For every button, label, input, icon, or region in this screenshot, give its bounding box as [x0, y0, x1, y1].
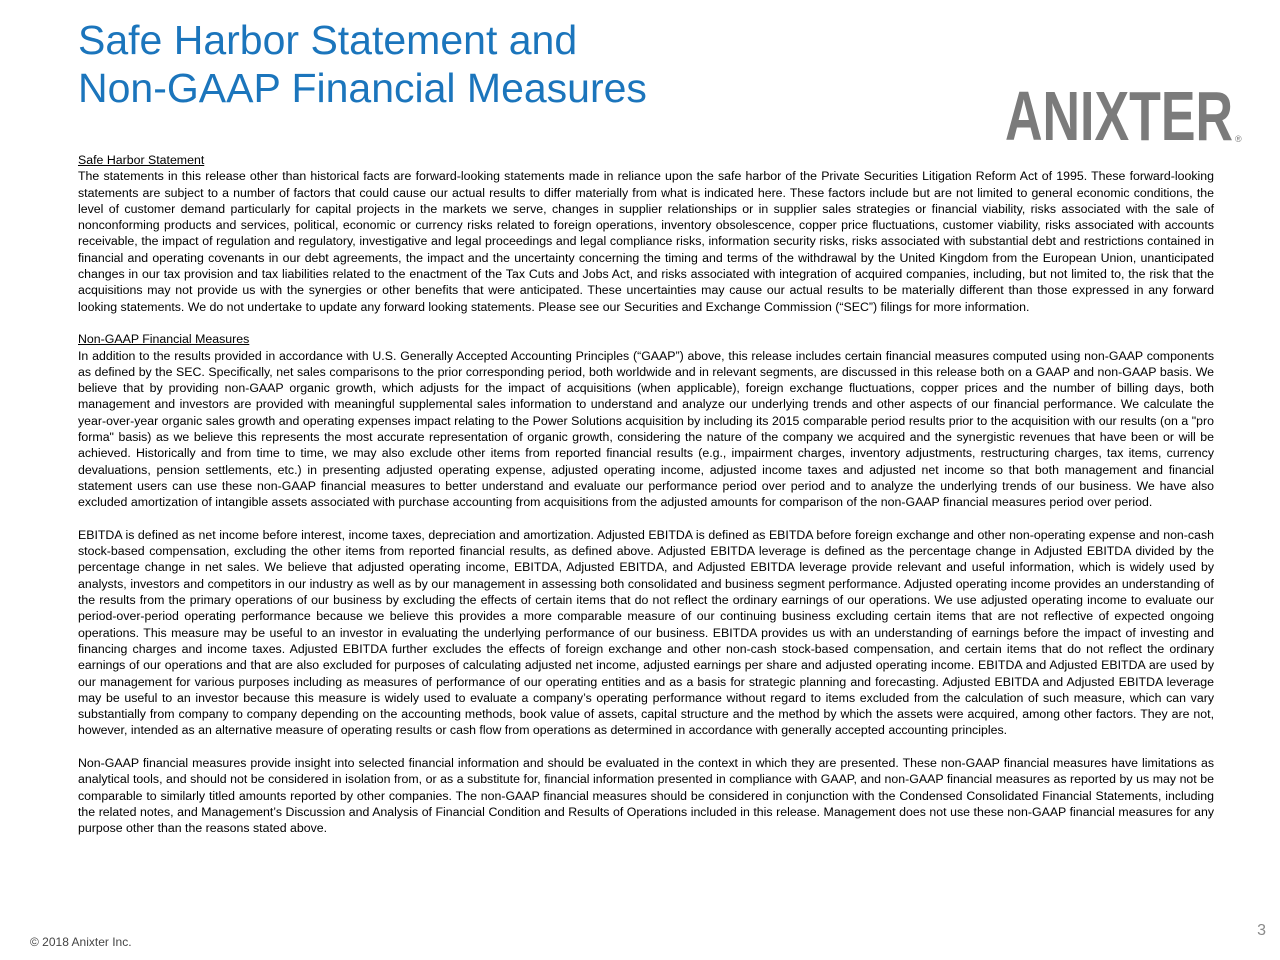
non-gaap-paragraph-1: In addition to the results provided in accordance with U.S. Generally Accepted Accounting Principles (“GAAP”) above, this release includes certain financial measures computed using non-GAAP components as defined by the SEC. Specifically, net sales comparisons to the prior corresponding period, both worldwide and in relevant segments, are discussed in this release both on a GAAP and non-GAAP basis. We believe that by providing non-GAAP organic growth, which adjusts for the impact of acquisitions (when applicable), foreign exchange fluctuations, copper prices and the number of billing days, both management and investors are provided with meaningful supplemental sales information to understand and analyze our underlying trends and other aspects of our financial performance. We calculate the year-over-year organic sales growth and operating expenses impact relating to the Power Solutions acquisition by including its 2015 comparable period results prior to the acquisition with our results (on a "pro forma" basis) as we believe this represents the most accurate representation of organic growth, considering the nature of the company we acquired and the synergistic revenues that have been or will be achieved. Historically and from time to time, we may also exclude other items from reported financial results (e.g., impairment charges, inventory adjustments, restructuring charges, tax items, currency devaluations, pension settlements, etc.) in presenting adjusted operating expense, adjusted operating income, adjusted income taxes and adjusted net income so that both management and financial statement users can use these non-GAAP financial measures to better understand and evaluate our performance period over period and to analyze the underlying trends of our business. We have also excluded amortization of intangible assets associated with purchase accounting from acquisitions from the adjusted amounts for comparison of the non-GAAP financial measures period over period.: [78, 348, 1214, 510]
page-title-line-1: Safe Harbor Statement and: [78, 17, 578, 63]
page-title-line-2: Non-GAAP Financial Measures: [78, 65, 647, 111]
paragraph-spacer: [78, 739, 1214, 755]
safe-harbor-heading: Safe Harbor Statement: [78, 153, 205, 167]
non-gaap-paragraph-2: EBITDA is defined as net income before interest, income taxes, depreciation and amortization. Adjusted EBITDA is defined as EBITDA before foreign exchange and other non-operating expense and non-cash stock-based compensation, excluding the other items from reported financial results, as defined above. Adjusted EBITDA leverage is defined as the percentage change in Adjusted EBITDA divided by the percentage change in net sales. We believe that adjusted operating income, EBITDA, Adjusted EBITDA, and Adjusted EBITDA leverage provide relevant and useful information, which is widely used by analysts, investors and competitors in our industry as well as by our management in assessing both consolidated and business segment performance. Adjusted operating income provides an understanding of the results from the primary operations of our business by excluding the effects of certain items that do not reflect the ordinary earnings of our operations. We use adjusted operating income to evaluate our period-over-period operating performance because we believe this provides a more comparable measure of our continuing business excluding certain items that are not reflective of expected ongoing operations. This measure may be useful to an investor in evaluating the underlying performance of our business. EBITDA provides us with an understanding of earnings before the impact of investing and financing charges and income taxes. Adjusted EBITDA further excludes the effects of foreign exchange and other non-cash stock-based compensation, and certain items that do not reflect the ordinary earnings of our operations and that are also excluded for purposes of calculating adjusted net income, adjusted earnings per share and adjusted operating income. EBITDA and Adjusted EBITDA are used by our management for various purposes including as measures of performance of our operating entities and as a basis for strategic planning and forecasting. Adjusted EBITDA and Adjusted EBITDA leverage may be useful to an investor because this measure is widely used to evaluate a company’s operating performance without regard to items excluded from the calculation of such measure, which can vary substantially from company to company depending on the accounting methods, book value of assets, capital structure and the method by which the assets were acquired, among other factors. They are not, however, intended as an alternative measure of operating results or cash flow from operations as determined in accordance with generally accepted accounting principles.: [78, 527, 1214, 738]
anixter-logo-text: ANIXTER: [1005, 84, 1233, 146]
paragraph-spacer: [78, 511, 1214, 527]
page-title: [78, 16, 647, 112]
anixter-logo: [1005, 84, 1245, 146]
section-spacer: [78, 315, 1214, 331]
non-gaap-paragraph-3: Non-GAAP financial measures provide insight into selected financial information and should be evaluated in the context in which they are presented. These non-GAAP financial measures have limitations as analytical tools, and should not be considered in isolation from, or as a substitute for, financial information presented in compliance with GAAP, and non-GAAP financial measures as reported by us may not be comparable to similarly titled amounts reported by other companies. The non-GAAP financial measures should be considered in conjunction with the Condensed Consolidated Financial Statements, including the related notes, and Management’s Discussion and Analysis of Financial Condition and Results of Operations included in this release. Management does not use these non-GAAP financial measures for any purpose other than the reasons stated above.: [78, 755, 1214, 836]
registered-mark-icon: ®: [1235, 134, 1242, 144]
non-gaap-heading: Non-GAAP Financial Measures: [78, 332, 250, 347]
page-number: 3: [1257, 922, 1266, 939]
safe-harbor-paragraph: The statements in this release other than historical facts are forward-looking statements made in reliance upon the safe harbor of the Private Securities Litigation Reform Act of 1995. These forward-looking statements are subject to a number of factors that could cause our actual results to differ materially from what is indicated here. These factors include but are not limited to general economic conditions, the level of customer demand particularly for capital projects in the markets we serve, changes in supplier relationships or in supplier sales strategies or financial viability, risks associated with the sale of nonconforming products and services, political, economic or currency risks related to foreign operations, inventory obsolescence, copper price fluctuations, customer viability, risks associated with accounts receivable, the impact of regulation and regulatory, investigative and legal proceedings and legal compliance risks, information security risks, risks associated with substantial debt and restrictions contained in financial and operating covenants in our debt agreements, the impact and the uncertainty concerning the timing and terms of the withdrawal by the United Kingdom from the European Union, unanticipated changes in our tax provision and tax liabilities related to the enactment of the Tax Cuts and Jobs Act, and risks associated with integration of acquired companies, including, but not limited to, the risk that the acquisitions may not provide us with the synergies or other benefits that were anticipated. These uncertainties may cause our actual results to be materially different than those expressed in any forward looking statements. We do not undertake to update any forward looking statements. Please see our Securities and Exchange Commission (“SEC”) filings for more information.: [78, 169, 1214, 314]
main-content: [78, 152, 1214, 836]
copyright-footer: © 2018 Anixter Inc.: [30, 935, 132, 949]
